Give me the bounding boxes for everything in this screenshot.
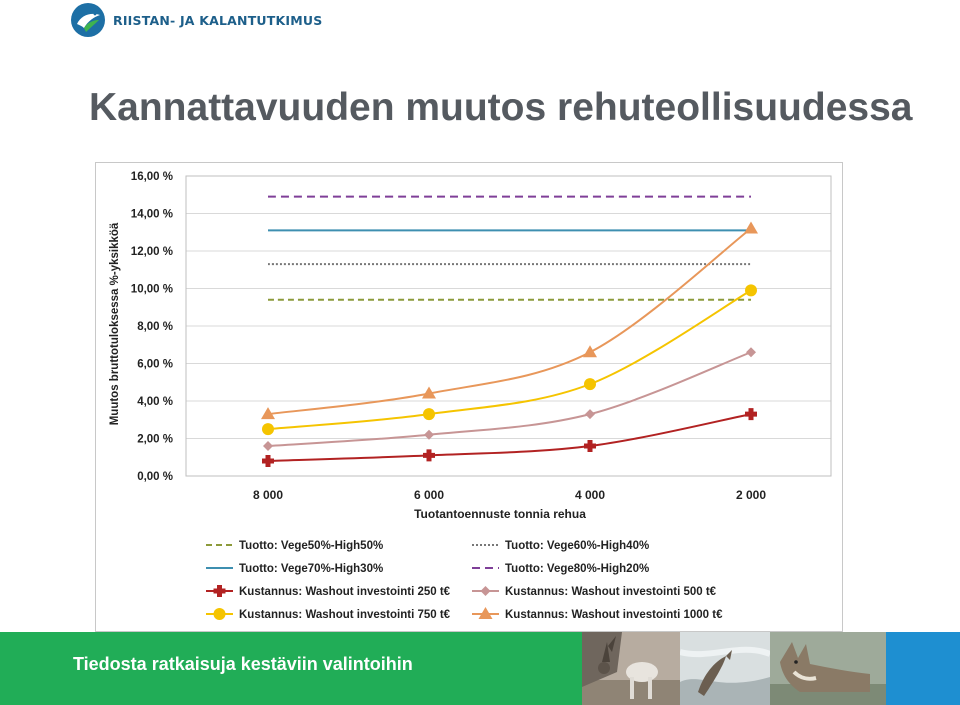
legend-label: Tuotto: Vege70%-High30% <box>239 563 384 575</box>
legend-item <box>472 607 723 621</box>
legend-marker <box>214 608 226 620</box>
legend-marker <box>481 586 491 596</box>
y-tick-label: 0,00 % <box>137 471 173 483</box>
x-tick-label: 6 000 <box>413 488 445 502</box>
y-tick-label: 6,00 % <box>137 358 173 371</box>
series-5 <box>262 408 757 467</box>
x-tick-label: 8 000 <box>252 488 284 502</box>
y-axis-title: Muutos bruttotuloksessa %-yksikköä <box>109 222 121 426</box>
x-tick-label: 4 000 <box>574 488 606 502</box>
photo-wolf <box>770 632 886 705</box>
legend-item <box>206 563 383 575</box>
x-tick-label: 2 000 <box>735 488 767 502</box>
y-tick-label: 12,00 % <box>130 246 173 258</box>
reindeer-photo-icon <box>582 632 680 705</box>
legend-item <box>206 540 383 552</box>
x-tick-labels <box>253 488 766 502</box>
x-axis-title: Tuotantoennuste tonnia rehua <box>414 507 586 521</box>
data-point <box>583 345 597 357</box>
data-point <box>423 408 435 420</box>
org-logo <box>71 3 322 37</box>
photo-reindeer <box>582 632 680 705</box>
footer-tagline: Tiedosta ratkaisuja kestäviin valintoihin <box>73 654 413 674</box>
line-chart <box>96 163 842 631</box>
legend-item <box>472 586 717 598</box>
page-title: Kannattavuuden muutos rehuteollisuudessa <box>89 86 913 129</box>
y-tick-label: 10,00 % <box>130 283 173 296</box>
data-point <box>746 347 756 357</box>
org-name: RIISTAN- JA KALANTUTKIMUS <box>113 12 323 28</box>
legend <box>206 540 723 621</box>
legend-label: Tuotto: Vege60%-High40% <box>505 540 650 552</box>
data-point <box>263 441 273 451</box>
legend-item <box>206 585 451 598</box>
salmon-photo-icon <box>680 632 770 705</box>
series-6 <box>263 347 756 451</box>
legend-label: Kustannus: Washout investointi 750 t€ <box>239 609 451 621</box>
data-point <box>584 378 596 390</box>
data-point <box>423 449 435 461</box>
legend-label: Tuotto: Vege50%-High50% <box>239 540 384 552</box>
data-point <box>585 409 595 419</box>
data-point <box>262 455 274 467</box>
wolf-photo-icon <box>770 632 886 705</box>
series-line <box>268 414 751 461</box>
series-line <box>268 229 751 415</box>
y-tick-label: 4,00 % <box>137 396 173 408</box>
data-point <box>745 408 757 420</box>
series-layer <box>261 197 758 467</box>
series-line <box>268 290 751 429</box>
legend-item <box>472 540 649 552</box>
data-point <box>584 440 596 452</box>
data-point <box>744 222 758 234</box>
data-point <box>262 423 274 435</box>
legend-label: Kustannus: Washout investointi 1000 t€ <box>505 609 723 621</box>
data-point <box>745 284 757 296</box>
legend-item <box>206 608 451 621</box>
y-tick-label: 2,00 % <box>137 433 173 446</box>
legend-label: Kustannus: Washout investointi 250 t€ <box>239 586 451 598</box>
series-7 <box>262 284 757 435</box>
photo-salmon <box>680 632 770 705</box>
y-tick-label: 14,00 % <box>130 208 173 221</box>
series-line <box>268 352 751 446</box>
logo-fish-icon <box>71 3 105 37</box>
chart-container <box>95 162 843 632</box>
y-tick-label: 8,00 % <box>137 321 173 333</box>
grid-layer <box>186 176 831 439</box>
legend-label: Kustannus: Washout investointi 500 t€ <box>505 586 717 598</box>
legend-item <box>472 563 649 575</box>
footer-blue-block <box>886 632 960 705</box>
legend-marker <box>214 585 226 597</box>
legend-label: Tuotto: Vege80%-High20% <box>505 563 650 575</box>
y-tick-labels <box>131 171 173 483</box>
y-tick-label: 16,00 % <box>130 171 173 183</box>
